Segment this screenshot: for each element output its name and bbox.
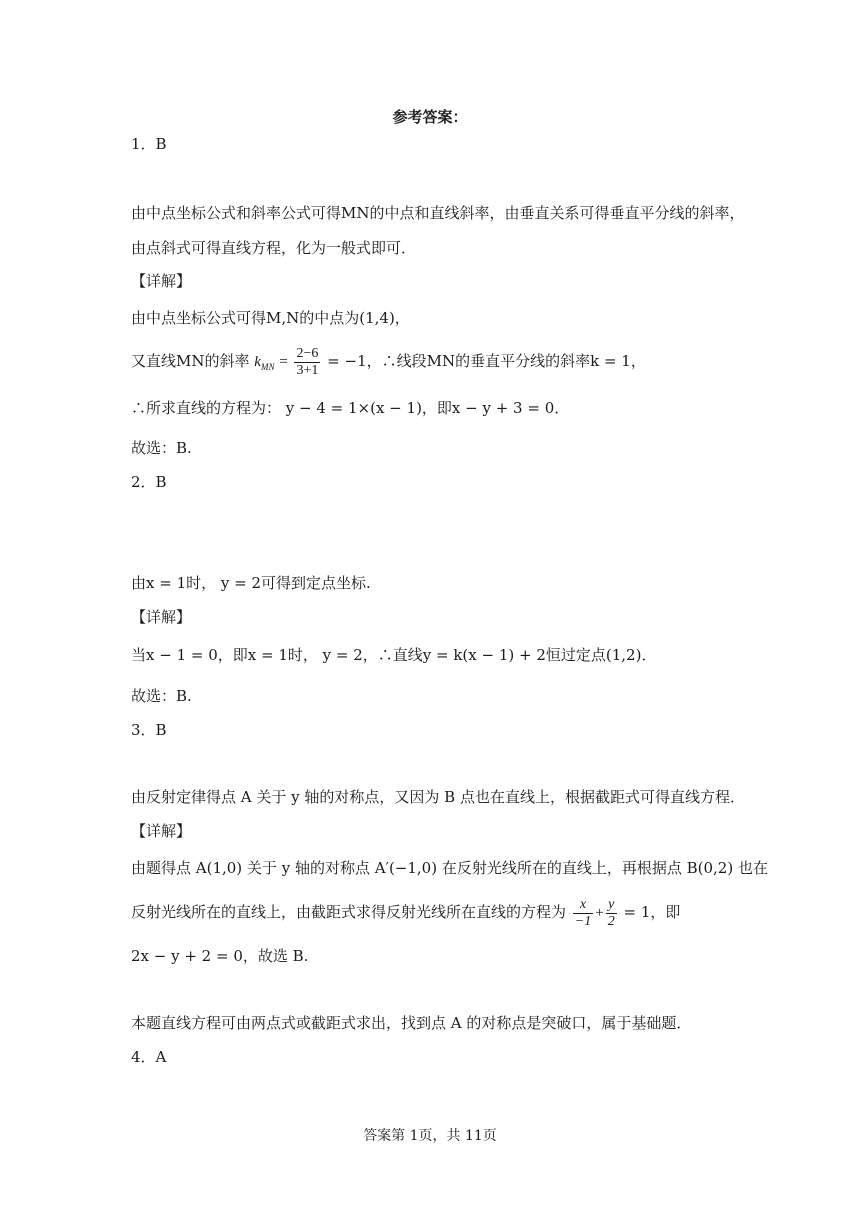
q1-slope-denominator: 3+1	[296, 362, 319, 378]
q3-detail-line-1: 由题得点 A(1,0) 关于 y 轴的对称点 A′(−1,0) 在反射光线所在的直线上，再根据点 B(0,2) 也在	[131, 859, 768, 877]
q3-answer: 3．B	[131, 721, 167, 739]
q1-detail-line-1: 由中点坐标公式可得M,N的中点为(1,4)，	[131, 309, 410, 327]
q1-slope-fraction	[294, 346, 320, 379]
q1-detail-line-2: 又直线MN的斜率 $k_{MN}$ = $\frac{2-6}{3+1}$ = −1，∴线段MN的垂直平分线的斜率k = 1，	[131, 345, 646, 378]
q3-analysis: 由反射定律得点 A 关于 y 轴的对称点，又因为 B 点也在直线上，根据截距式可得直线方程．	[131, 788, 745, 806]
page-footer: 答案第 1页，共 11页	[363, 1128, 497, 1144]
q1-slope-k: k	[254, 354, 261, 370]
q1-detail-line-3: ∴所求直线的方程为： y − 4 = 1×(x − 1)，即x − y + 3 = 0．	[131, 399, 570, 417]
q1-slope-prefix: 又直线MN的斜率	[131, 352, 250, 370]
q3-plus-sign: +	[595, 905, 604, 921]
q2-detail-line-1: 当x − 1 = 0，即x = 1时， y = 2，∴直线y = k(x − 1) + 2恒过定点(1,2)．	[131, 646, 657, 664]
q2-answer: 2．B	[131, 473, 167, 491]
q3-detail-line-2	[131, 895, 680, 930]
q3-fraction-x-numerator: x	[573, 897, 593, 914]
q1-answer: 1．B	[131, 135, 167, 153]
q1-slope-suffix: = −1，∴线段MN的垂直平分线的斜率k = 1，	[327, 352, 646, 370]
q2-analysis: 由x = 1时， y = 2可得到定点坐标.	[131, 574, 371, 592]
q3-fraction-y-denominator: 2	[607, 913, 615, 929]
q3-line-suffix: = 1，即	[623, 903, 681, 921]
q3-fraction-y-numerator: y	[606, 897, 617, 914]
q3-fraction-x-denominator: −1	[574, 913, 592, 929]
q3-fraction-y	[606, 897, 617, 930]
q1-slope-numerator: 2−6	[296, 345, 319, 361]
q1-analysis-2: 由点斜式可得直线方程，化为一般式即可．	[131, 239, 417, 257]
page-title: 参考答案：	[392, 108, 468, 126]
q2-conclusion: 故选：B.	[131, 687, 192, 705]
q3-line-prefix: 反射光线所在的直线上，由截距式求得反射光线所在直线的方程为	[131, 903, 567, 921]
q2-detail-label: 【详解】	[131, 608, 192, 626]
q3-detail-label: 【详解】	[131, 822, 192, 840]
q1-conclusion: 故选：B.	[131, 439, 192, 457]
q3-comment: 本题直线方程可由两点式或截距式求出，找到点 A 的对称点是突破口，属于基础题．	[131, 1014, 692, 1032]
q3-detail-line-3: 2x − y + 2 = 0，故选 B.	[131, 947, 309, 965]
q1-analysis: 由中点坐标公式和斜率公式可得MN的中点和直线斜率，由垂直关系可得垂直平分线的斜率，	[131, 204, 745, 222]
q3-fraction-x	[573, 897, 593, 930]
q4-answer: 4．A	[131, 1048, 167, 1066]
q1-detail-label: 【详解】	[131, 272, 192, 290]
q1-slope-subscript: MN	[260, 362, 275, 372]
